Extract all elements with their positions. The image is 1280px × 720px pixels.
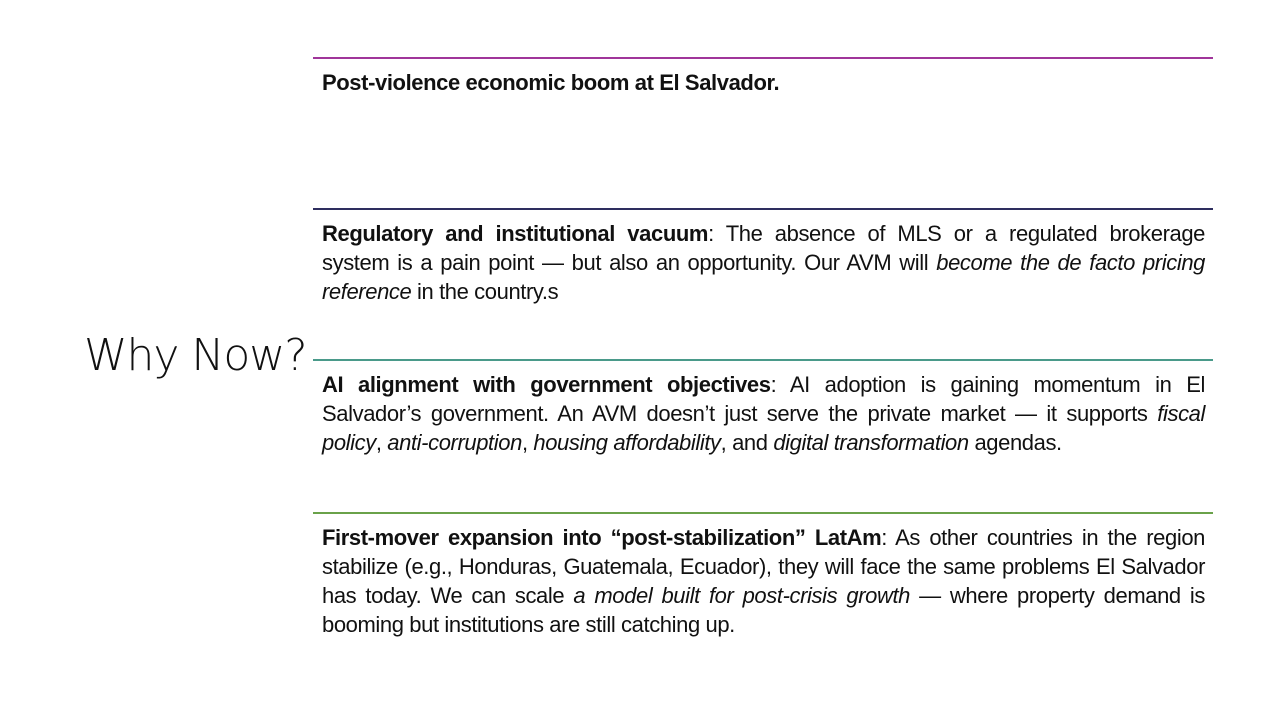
reason-item-economic-boom <box>313 57 1213 97</box>
reason-body: : AI adoption is gaining momentum in El Salvador’s government. An AVM doesn’t just serve the private market — it supports <box>322 372 1205 426</box>
reason-body: agendas. <box>968 430 1062 455</box>
reason-emphasis: digital transformation <box>773 430 969 455</box>
reason-emphasis: a model built for post-crisis growth <box>573 583 910 608</box>
reason-body: , <box>521 430 534 455</box>
slide-heading: Why Now? <box>84 330 307 381</box>
reason-body: in the country.s <box>411 279 559 304</box>
reason-text <box>313 210 1213 306</box>
reason-text <box>313 361 1213 457</box>
reason-title: Regulatory and institutional vacuum <box>322 221 709 246</box>
reason-item-ai-alignment <box>313 359 1213 457</box>
reason-body: — where property demand is booming but institutions are still catching up. <box>322 583 1205 637</box>
reason-item-first-mover <box>313 512 1213 639</box>
reason-body: : As other countries in the region stabilize (e.g., Honduras, Guatemala, Ecuador), they will face the same problems El Salvador has today. We can scale <box>322 525 1205 608</box>
reason-emphasis: fiscal policy <box>322 401 1205 455</box>
reason-text <box>313 59 1213 97</box>
reason-emphasis: housing affordability <box>533 430 721 455</box>
reason-emphasis: anti-corruption <box>387 430 522 455</box>
reason-title: First-mover expansion into “post-stabilization” LatAm <box>322 525 882 550</box>
reason-body: , <box>375 430 388 455</box>
reason-text <box>313 514 1213 639</box>
reason-title: Post-violence economic boom at El Salvador. <box>322 70 780 95</box>
reason-title: AI alignment with government objectives <box>322 372 771 397</box>
reason-body: : The absence of MLS or a regulated brokerage system is a pain point — but also an opportunity. Our AVM will <box>322 221 1206 275</box>
reason-body: , and <box>720 430 774 455</box>
reason-emphasis: become the de facto pricing reference <box>322 250 1205 304</box>
reason-item-regulatory-vacuum <box>313 208 1213 306</box>
